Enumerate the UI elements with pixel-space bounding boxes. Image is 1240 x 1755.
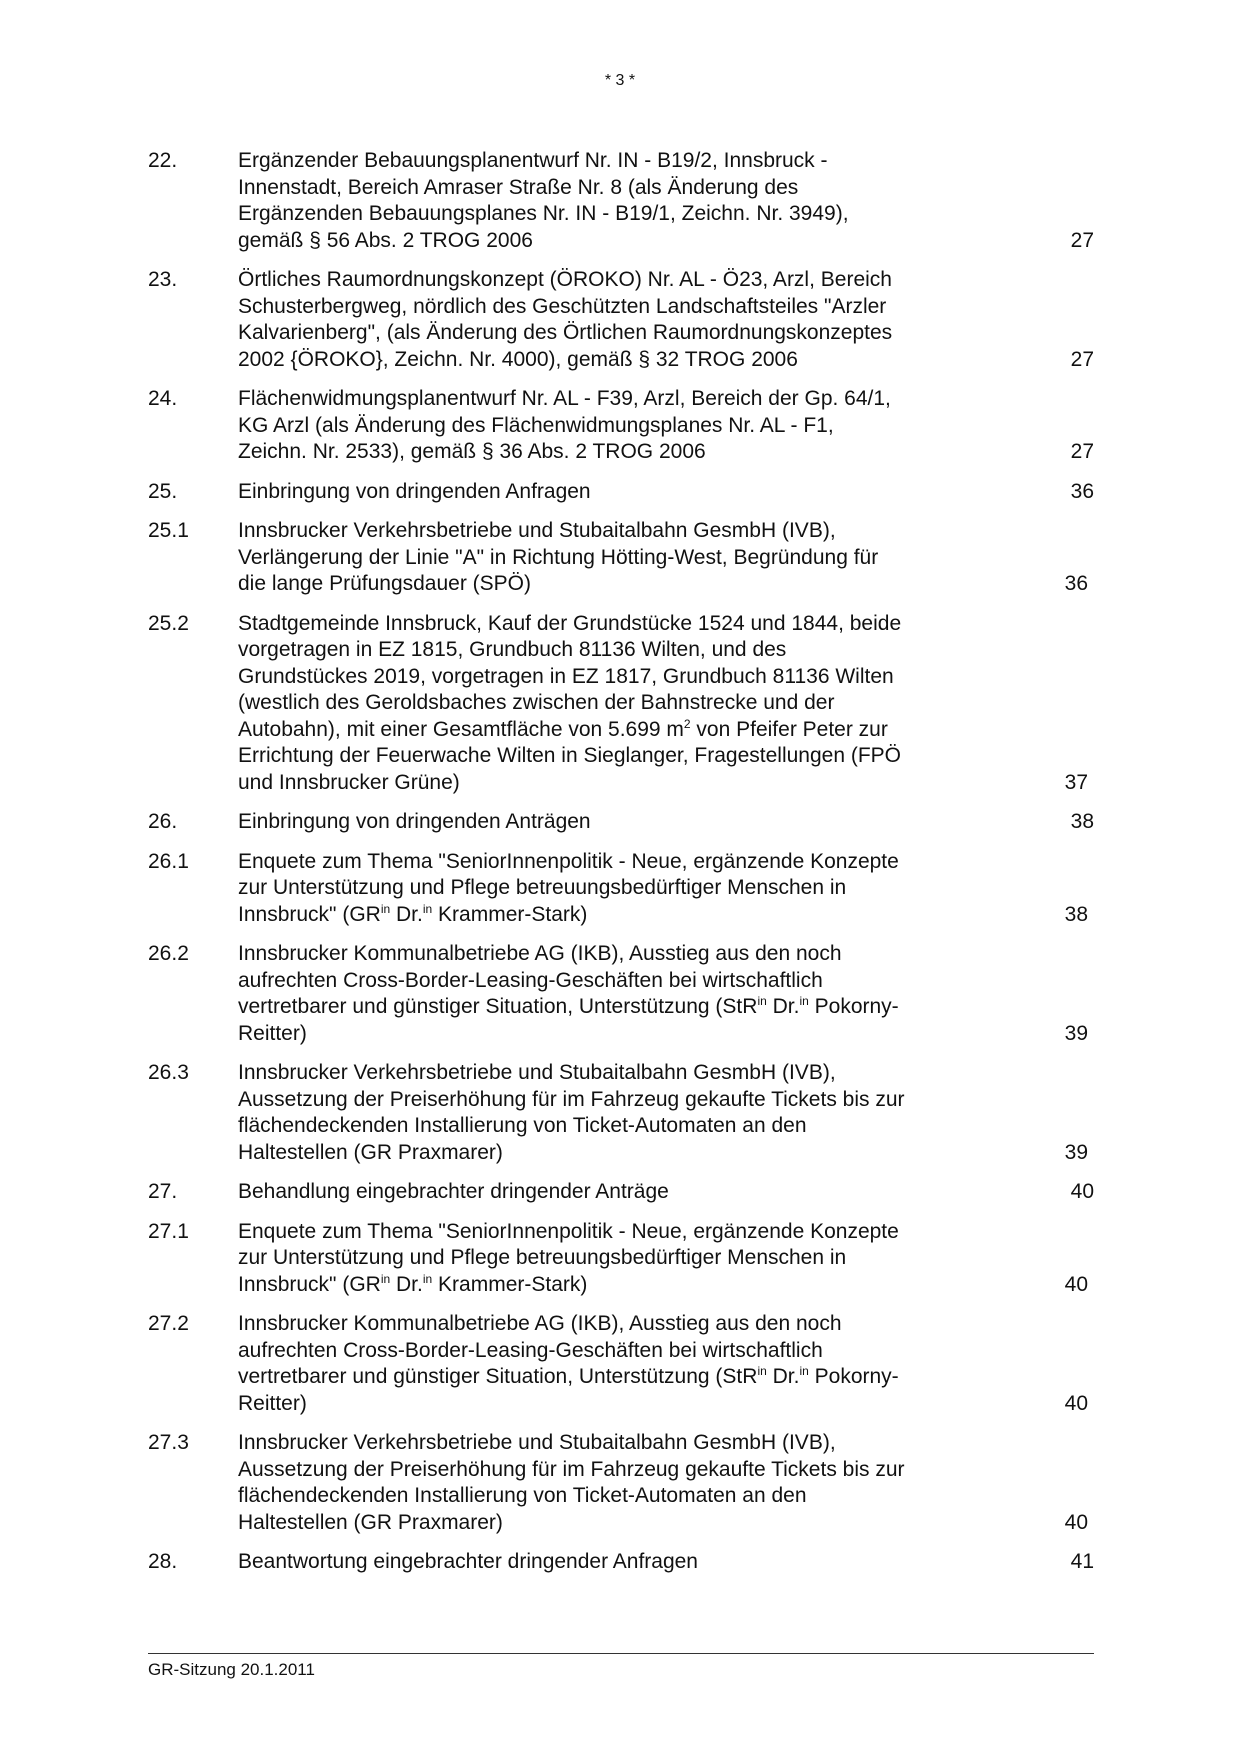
title-line: Enquete zum Thema "SeniorInnenpolitik - Neue, ergänzende Konzepte [238,1219,899,1243]
title-line [238,717,998,744]
text-segment: Innsbruck" (GR [238,1272,381,1296]
entry-page: 27 [1070,440,1094,463]
title-line: Innsbrucker Kommunalbetriebe AG (IKB), Ausstieg aus den noch [238,1312,842,1335]
toc-entry-27-3 [148,1430,1094,1536]
toc-entry-23 [148,267,1094,373]
title-line: Flächenwidmungsplanentwurf Nr. AL - F39, Arzl, Bereich der Gp. 64/1, [238,387,891,410]
superscript: in [799,1364,809,1378]
text-segment: Innsbruck" (GR [238,902,381,926]
title-line: Aussetzung der Preiserhöhung für im Fahrzeug gekaufte Tickets bis zur [238,1087,905,1111]
title-line: Errichtung der Feuerwache Wilten in Sieglanger, Fragestellungen (FPÖ [238,744,901,767]
title-line: Verlängerung der Linie "A" in Richtung Hötting-West, Begründung für [238,545,879,569]
title-line: flächendeckenden Installierung von Ticket-Automaten an den [238,1114,807,1137]
title-line: Innsbrucker Kommunalbetriebe AG (IKB), Ausstieg aus den noch [238,942,842,965]
title-line: Kalvarienberg", (als Änderung des Örtlichen Raumordnungskonzeptes [238,321,893,344]
entry-page: 38 [1070,810,1094,833]
toc-entry-25 [148,479,1094,506]
entry-title [238,1060,998,1166]
entry-title [238,386,998,466]
text-segment: Pokorny- [808,1365,899,1388]
superscript: in [757,994,767,1008]
entry-title [238,1311,998,1417]
text-segment: Pokorny- [808,995,899,1018]
entry-number: 27. [148,1180,178,1203]
entry-number: 25.1 [148,519,189,542]
entry-page: 27 [1070,228,1094,252]
title-line: KG Arzl (als Änderung des Flächenwidmungsplanes Nr. AL - F1, [238,413,834,437]
entry-title [238,809,998,836]
title-line [238,994,998,1021]
title-line: Innenstadt, Bereich Amraser Straße Nr. 8 (als Änderung des [238,175,799,199]
text-segment: Dr. [390,1272,423,1296]
text-segment: Dr. [390,902,423,926]
entry-number: 28. [148,1550,178,1573]
title-line: gemäß § 56 Abs. 2 TROG 2006 [238,228,533,252]
superscript: in [422,901,433,916]
title-line: Haltestellen (GR Praxmarer) [238,1510,503,1534]
table-of-contents [148,148,1094,1589]
title-line: Grundstückes 2019, vorgetragen in EZ 1817, Grundbuch 81136 Wilten [238,664,894,688]
toc-entry-27 [148,1179,1094,1206]
superscript: in [380,901,391,916]
title-line: Ergänzenden Bebauungsplanes Nr. IN - B19/1, Zeichn. Nr. 3949), [238,202,849,225]
entry-page: 41 [1070,1550,1094,1573]
title-line: Innsbrucker Verkehrsbetriebe und Stubaitalbahn GesmbH (IVB), [238,1061,836,1084]
text-segment: Dr. [766,1365,800,1388]
entry-number: 23. [148,268,178,291]
entry-title [238,849,998,929]
title-line: flächendeckenden Installierung von Ticket-Automaten an den [238,1484,807,1507]
superscript: in [380,1271,391,1286]
entry-page: 40 [1070,1180,1094,1203]
entry-number: 26.1 [148,849,189,873]
entry-page: 39 [1064,1021,1088,1045]
title-line: Enquete zum Thema "SeniorInnenpolitik - Neue, ergänzende Konzepte [238,849,899,873]
entry-title [238,1430,998,1536]
entry-title [238,611,998,797]
superscript: in [422,1271,433,1286]
title-line: Reitter) [238,1391,307,1415]
entry-title [238,267,998,373]
title-line: Zeichn. Nr. 2533), gemäß § 36 Abs. 2 TROG 2006 [238,440,706,463]
text-segment: Dr. [766,995,800,1018]
entry-page: 27 [1070,347,1094,371]
title-line: (westlich des Geroldsbaches zwischen der Bahnstrecke und der [238,691,835,714]
entry-title [238,1179,998,1206]
text-segment: von Pfeifer Peter zur [690,717,888,741]
footer-text: GR-Sitzung 20.1.2011 [148,1660,315,1679]
superscript: in [799,994,809,1008]
title-line: und Innsbrucker Grüne) [238,770,460,794]
title-line: 2002 {ÖROKO}, Zeichn. Nr. 4000), gemäß § 32 TROG 2006 [238,347,798,371]
entry-number: 25.2 [148,611,189,635]
title-line: Schusterbergweg, nördlich des Geschützten Landschaftsteiles "Arzler [238,294,887,318]
title-line: die lange Prüfungsdauer (SPÖ) [238,572,532,595]
entry-title [238,1549,998,1576]
entry-number: 26. [148,810,178,833]
toc-entry-22 [148,148,1094,254]
entry-page: 38 [1064,902,1088,926]
title-line [238,1272,998,1299]
entry-number: 25. [148,479,178,503]
page-marker: * 3 * [604,72,636,89]
title-line: Beantwortung eingebrachter dringender Anfragen [238,1550,698,1573]
title-line: aufrechten Cross-Border-Leasing-Geschäften bei wirtschaftlich [238,1338,823,1362]
entry-page: 39 [1064,1140,1088,1164]
toc-entry-26-3 [148,1060,1094,1166]
text-segment: vertretbarer und günstiger Situation, Unterstützung (StR [238,995,758,1018]
entry-page: 40 [1064,1510,1088,1534]
footer-divider [148,1653,1094,1654]
toc-entry-26 [148,809,1094,836]
toc-entry-25-2 [148,611,1094,797]
entry-page: 40 [1064,1391,1088,1415]
entry-number: 27.2 [148,1312,189,1335]
title-line: Haltestellen (GR Praxmarer) [238,1140,503,1164]
title-line [238,902,998,929]
text-segment: Krammer-Stark) [432,1272,588,1296]
text-segment: Autobahn), mit einer Gesamtfläche von 5.699 m [238,717,684,741]
title-line: Reitter) [238,1021,307,1045]
entry-number: 27.1 [148,1219,189,1243]
entry-page: 37 [1064,770,1088,794]
entry-title [238,941,998,1047]
toc-entry-26-1 [148,849,1094,929]
toc-entry-28 [148,1549,1094,1576]
title-line: Einbringung von dringenden Anträgen [238,810,591,833]
title-line [238,1364,998,1391]
title-line: Ergänzender Bebauungsplanentwurf Nr. IN - B19/2, Innsbruck - [238,149,828,172]
entry-title [238,1219,998,1299]
title-line: vorgetragen in EZ 1815, Grundbuch 81136 Wilten, und des [238,638,787,661]
title-line: Einbringung von dringenden Anfragen [238,479,591,503]
toc-entry-26-2 [148,941,1094,1047]
superscript: 2 [683,716,691,731]
title-line: aufrechten Cross-Border-Leasing-Geschäften bei wirtschaftlich [238,968,823,992]
superscript: in [757,1364,767,1378]
toc-entry-24 [148,386,1094,466]
entry-title [238,148,998,254]
entry-number: 27.3 [148,1431,189,1454]
entry-title [238,479,998,506]
toc-entry-27-2 [148,1311,1094,1417]
toc-entry-27-1 [148,1219,1094,1299]
entry-number: 26.3 [148,1061,189,1084]
title-line: Innsbrucker Verkehrsbetriebe und Stubaitalbahn GesmbH (IVB), [238,519,836,542]
entry-number: 22. [148,149,178,172]
toc-entry-25-1 [148,518,1094,598]
title-line: Örtliches Raumordnungskonzept (ÖROKO) Nr. AL - Ö23, Arzl, Bereich [238,268,892,291]
title-line: zur Unterstützung und Pflege betreuungsbedürftiger Menschen in [238,876,847,899]
entry-number: 26.2 [148,942,189,965]
title-line: Stadtgemeinde Innsbruck, Kauf der Grundstücke 1524 und 1844, beide [238,611,902,635]
entry-page: 36 [1064,572,1088,595]
entry-number: 24. [148,387,178,410]
title-line: Aussetzung der Preiserhöhung für im Fahrzeug gekaufte Tickets bis zur [238,1457,905,1481]
title-line: Innsbrucker Verkehrsbetriebe und Stubaitalbahn GesmbH (IVB), [238,1431,836,1454]
entry-page: 40 [1064,1272,1088,1296]
title-line: Behandlung eingebrachter dringender Anträge [238,1180,669,1203]
entry-page: 36 [1070,479,1094,503]
text-segment: vertretbarer und günstiger Situation, Unterstützung (StR [238,1365,758,1388]
text-segment: Krammer-Stark) [432,902,588,926]
entry-title [238,518,998,598]
title-line: zur Unterstützung und Pflege betreuungsbedürftiger Menschen in [238,1246,847,1269]
